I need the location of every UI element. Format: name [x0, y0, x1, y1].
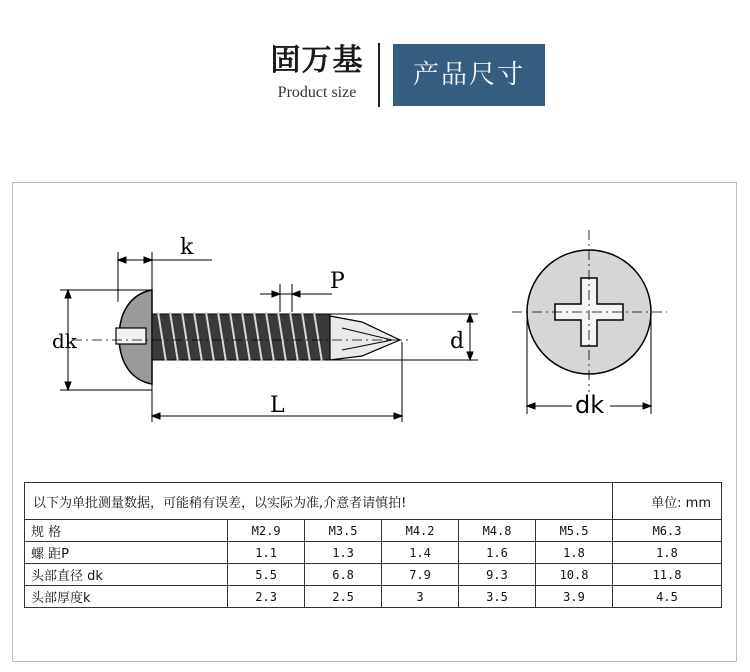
table-cell: M3.5	[305, 520, 382, 542]
table-cell: 1.8	[613, 542, 722, 564]
table-cell: 1.1	[228, 542, 305, 564]
table-cell: 10.8	[536, 564, 613, 586]
table-cell: M4.8	[459, 520, 536, 542]
dim-label-d: d	[450, 329, 465, 354]
table-cell: M2.9	[228, 520, 305, 542]
table-cell: M5.5	[536, 520, 613, 542]
table-cell: 4.5	[613, 586, 722, 608]
measurement-note: 以下为单批测量数据，可能稍有误差，以实际为准,介意者请慎拍!	[25, 483, 613, 520]
screw-dimension-diagram	[12, 182, 737, 472]
table-cell: 1.8	[536, 542, 613, 564]
dim-label-k: k	[180, 235, 194, 260]
row-label: 规 格	[25, 520, 228, 542]
table-row	[25, 564, 722, 586]
table-cell: 1.3	[305, 542, 382, 564]
row-label: 螺 距P	[25, 542, 228, 564]
brand-subtitle: Product size	[277, 84, 357, 101]
spec-table	[24, 482, 722, 608]
table-cell: 1.6	[459, 542, 536, 564]
dim-label-l: L	[270, 393, 285, 418]
dim-label-dk-front: dk	[575, 391, 605, 419]
table-cell: 11.8	[613, 564, 722, 586]
table-cell: 9.3	[459, 564, 536, 586]
row-label: 头部厚度k	[25, 586, 228, 608]
table-row	[25, 586, 722, 608]
table-cell: 3.5	[459, 586, 536, 608]
table-row	[25, 542, 722, 564]
table-cell: 7.9	[382, 564, 459, 586]
table-note-row	[25, 483, 722, 520]
table-cell: 1.4	[382, 542, 459, 564]
head-slot	[116, 328, 146, 344]
table-cell: 3	[382, 586, 459, 608]
brand-logo	[262, 44, 372, 102]
drill-point	[330, 316, 400, 360]
unit-label: 单位: mm	[613, 483, 722, 520]
table-cell: 5.5	[228, 564, 305, 586]
header-divider	[378, 43, 380, 107]
table-row	[25, 520, 722, 542]
section-title: 产品尺寸	[393, 44, 545, 106]
dim-label-p: P	[330, 269, 345, 294]
brand-name: 固万基	[270, 43, 364, 78]
dim-label-dk-side: dk	[52, 329, 77, 353]
table-cell: M6.3	[613, 520, 722, 542]
table-cell: M4.2	[382, 520, 459, 542]
table-cell: 3.9	[536, 586, 613, 608]
row-label: 头部直径 dk	[25, 564, 228, 586]
table-cell: 2.3	[228, 586, 305, 608]
table-cell: 6.8	[305, 564, 382, 586]
table-cell: 2.5	[305, 586, 382, 608]
